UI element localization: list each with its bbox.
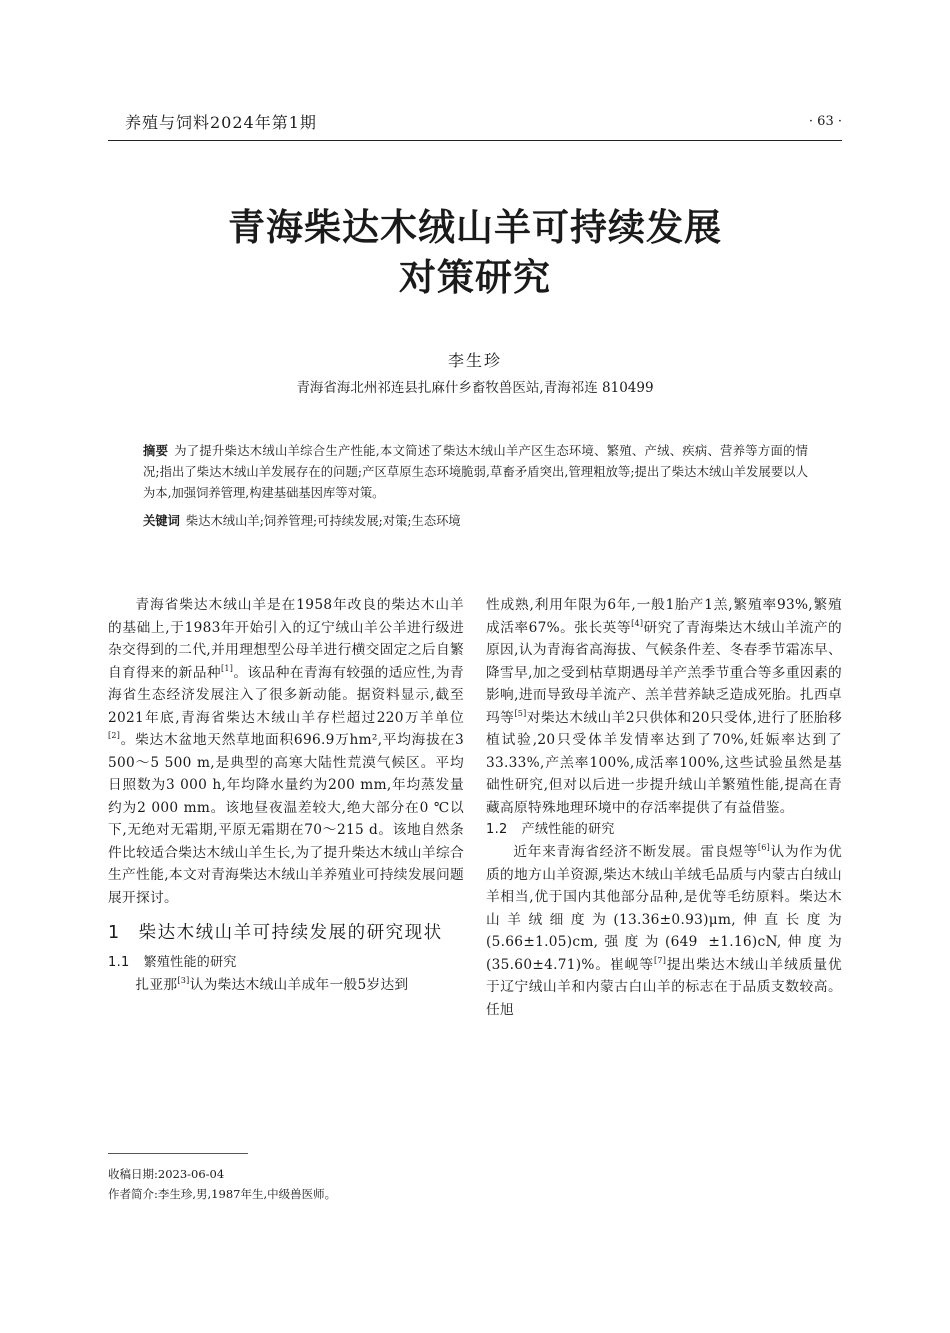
intro-text-3: 。柴达木盆地天然草地面积696.9万hm²,平均海拔在3 500～5 500 m,是典型的高寒大陆性荒漠气候区。平均日照数为3 000 h,年均降水量约为200 mm,年均蒸发量约为2 000 mm。该地昼夜温差较大,绝大部分在0 ℃以下,无绝对无霜期,平原无霜期在70～215 d。该地自然条件比较适合柴达木绒山羊生长,为了提升柴达木绒山羊综合生产性能,本文对青海柴达木绒山羊养殖业可持续发展问题展开探讨。 (108, 732, 464, 906)
received-date: 收稿日期:2023-06-04 (108, 1167, 225, 1181)
citation-5: [5] (514, 708, 527, 718)
section-1-number: 1 (108, 923, 121, 943)
intro-paragraph (108, 594, 464, 909)
citation-1: [1] (221, 663, 234, 673)
section-1-1-paragraph-cont (486, 594, 842, 819)
citation-6: [6] (757, 843, 771, 852)
author-name: 李生珍 (447, 351, 502, 370)
article-title-line2: 对策研究 (399, 256, 551, 299)
page-number: · 63 · (808, 114, 842, 129)
section-1-2-heading (486, 819, 842, 841)
keywords-text: 柴达木绒山羊;饲养管理;可持续发展;对策;生态环境 (185, 514, 461, 528)
header-rule (108, 140, 842, 141)
section-1-1-title: 繁殖性能的研究 (143, 955, 237, 970)
section-1-2-title: 产绒性能的研究 (521, 822, 615, 837)
section-1-2-paragraph (486, 841, 842, 1021)
section-1-1-number: 1.1 (108, 955, 130, 970)
s12-text-3: 提出柴达木绒山羊绒质量优于辽宁绒山羊和内蒙古白山羊的标志在于品质支数较高。任旭 (486, 956, 843, 1018)
abstract-label: 摘要 (143, 444, 169, 458)
section-1-1-heading (108, 952, 464, 974)
s11-text-4: 对柴达木绒山羊2只供体和20只受体,进行了胚胎移植试验,20只受体羊发情率达到了70%,妊娠率达到了33.33%,产羔率100%,成活率100%,这些试验虽然是基础性研究,但对以后进一步提升绒山羊繁殖性能,提高在青藏高原特殊地理环境中的存活率提供了有益借鉴。 (486, 709, 842, 816)
abstract (143, 441, 808, 504)
s11-text-2-cont: 性成熟,利用年限为6年,一般1胎产1羔,繁殖率93%,繁殖成活率67%。张长英等 (486, 597, 842, 636)
abstract-text: 为了提升柴达木绒山羊综合生产性能,本文简述了柴达木绒山羊产区生态环境、繁殖、产绒、疾病、营养等方面的情况;指出了柴达木绒山羊发展存在的问题;产区草原生态环境脆弱,草畜矛盾突出,管理粗放等;提出了柴达木绒山羊发展要以人为本,加强饲养管理,构建基础基因库等对策。 (143, 444, 808, 500)
section-1-1-paragraph-start (108, 974, 464, 997)
intro-text-2: 。该品种在青海有较强的适应性,为青海省生态经济发展注入了很多新动能。据资料显示,截至2021年底,青海省柴达木绒山羊存栏超过220万羊单位 (108, 664, 465, 726)
s11-text-1: 扎亚那 (135, 977, 178, 993)
section-1-2-number: 1.2 (486, 822, 508, 837)
s12-text-1: 近年来青海省经济不断发展。雷良煜等 (513, 844, 758, 860)
intro-text-1: 青海省柴达木绒山羊是在1958年改良的柴达木山羊的基础上,于1983年开始引入的辽宁绒山羊公羊进行级进杂交得到的二代,并用理想型公母羊进行横交固定之后自繁自育得来的新品种 (108, 597, 464, 681)
journal-name: 养殖与饲料2024年第1期 (125, 113, 317, 132)
author-affiliation: 青海省海北州祁连县扎麻什乡畜牧兽医站,青海祁连 810499 (296, 380, 654, 396)
citation-3: [3] (177, 976, 190, 985)
citation-2: [2] (108, 731, 121, 740)
s11-text-3: 研究了青海柴达木绒山羊流产的原因,认为青海省高海拔、气候条件差、冬春季节霜冻早、降雪早,加之受到枯草期遇母羊产羔季节重合等多重因素的影响,进而导致母羊流产、羔羊营养缺乏造成死胎。扎西卓玛等 (486, 619, 843, 726)
body-right-column (486, 594, 842, 1021)
footnote-rule (108, 1153, 248, 1154)
section-1-title: 柴达木绒山羊可持续发展的研究现状 (138, 923, 443, 943)
author-bio: 作者简介:李生珍,男,1987年生,中级兽医师。 (108, 1187, 337, 1201)
citation-7: [7] (653, 955, 667, 965)
s12-text-2: 认为作为优质的地方山羊资源,柴达木绒山羊绒毛品质与内蒙古白绒山羊相当,优于国内其他部分品种,是优等毛纺原料。柴达木山羊绒细度为(13.36±0.93)μm,伸直长度为(5.66±1.05)cm,强度为(649 ±1.16)cN,伸度为(35.60±4.71)%。崔岘等 (486, 844, 842, 973)
article-title-line1: 青海柴达木绒山羊可持续发展 (228, 206, 722, 249)
keywords-label: 关键词 (143, 514, 180, 528)
body-left-column (108, 594, 464, 997)
keywords (143, 511, 808, 532)
citation-4: [4] (631, 618, 644, 628)
s11-text-2: 认为柴达木绒山羊成年一般5岁达到 (189, 977, 409, 993)
section-1-heading (108, 919, 464, 948)
